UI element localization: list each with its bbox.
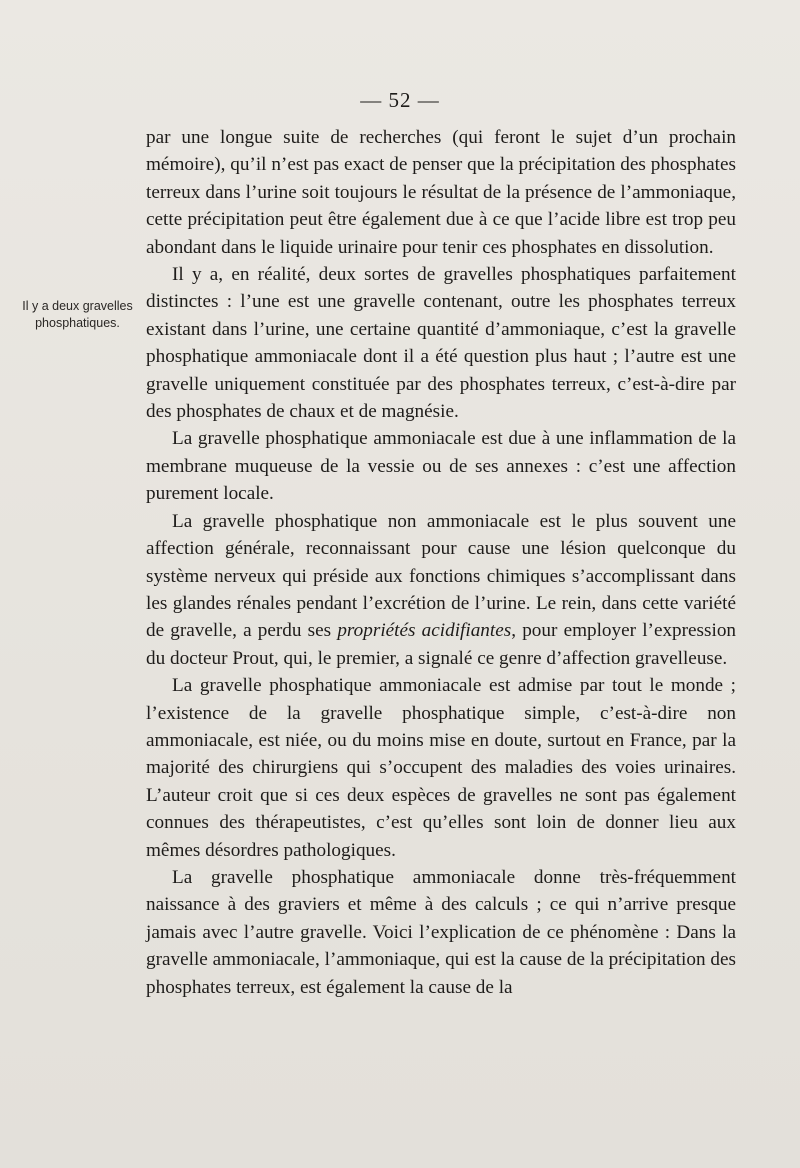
body-text	[146, 124, 736, 1001]
paragraph-5: La gravelle phosphatique ammoniacale est admise par tout le monde ; l’existence de la gravelle phosphatique simple, c’est-à-dire non ammoniacale, est niée, ou du moins mise en doute, surtout en France, par la majorité des chirurgiens qui s’occupent des maladies des voies urinaires. L’auteur croit que si ces deux espèces de gravelles ne sont pas également connues des thérapeutistes, c’est qu’elles sont loin de donner lieu aux mêmes désordres pathologiques.	[146, 675, 736, 861]
paragraph-3: La gravelle phosphatique ammoniacale est due à une inflammation de la membrane muqueuse de la vessie ou de ses annexes : c’est une affection purement locale.	[146, 428, 736, 505]
margin-note: Il y a deux gravelles phosphatiques.	[22, 299, 133, 330]
paragraph-6: La gravelle phosphatique ammoniacale donne très-fréquemment naissance à des graviers et même à des calculs ; ce qui n’arrive presque jamais avec l’autre gravelle. Voici l’explication de ce phénomène : Dans la gravelle ammoniacale, l’ammoniaque, qui est la cause de la précipitation des phosphates terreux, est également la cause de la	[146, 866, 736, 998]
paragraph-2: Il y a, en réalité, deux sortes de gravelles phosphatiques parfaitement distinctes : l’une est une gravelle contenant, outre les phosphates terreux existant dans l’urine, une certaine quantité d’ammoniaque, c’est la gravelle phosphatique ammoniacale dont il a été question plus haut ; l’autre est une gravelle uniquement constituée par des phosphates terreux, c’est-à-dire par des phosphates de chaux et de magnésie.	[146, 264, 736, 423]
paragraph-4-emphasis: propriétés acidifiantes	[337, 620, 512, 642]
page-number: — 52 —	[360, 88, 440, 112]
paragraph-4	[146, 508, 736, 672]
paragraph-4-start: La gravelle phosphatique non ammoniacale est le plus souvent une affection générale, reconnaissant pour cause une lésion quelconque du système nerveux qui préside aux fonctions chimiques s’accomplissant dans les glandes rénales pendant l’excrétion de l’urine. Le rein, dans cette variété de gravelle, a perdu ses	[146, 510, 736, 642]
paragraph-1: par une longue suite de recherches (qui feront le sujet d’un prochain mémoire), qu’il n’est pas exact de penser que la précipitation des phosphates terreux dans l’urine soit toujours le résultat de la présence de l’ammoniaque, cette précipitation peut être également due à ce que l’acide libre est trop peu abondant dans le liquide urinaire pour tenir ces phosphates en dissolution.	[146, 127, 736, 258]
paragraph-4-end: , pour employer l’expression du docteur Prout, qui, le premier, a signalé ce genre d’affection gravelleuse.	[146, 620, 737, 669]
